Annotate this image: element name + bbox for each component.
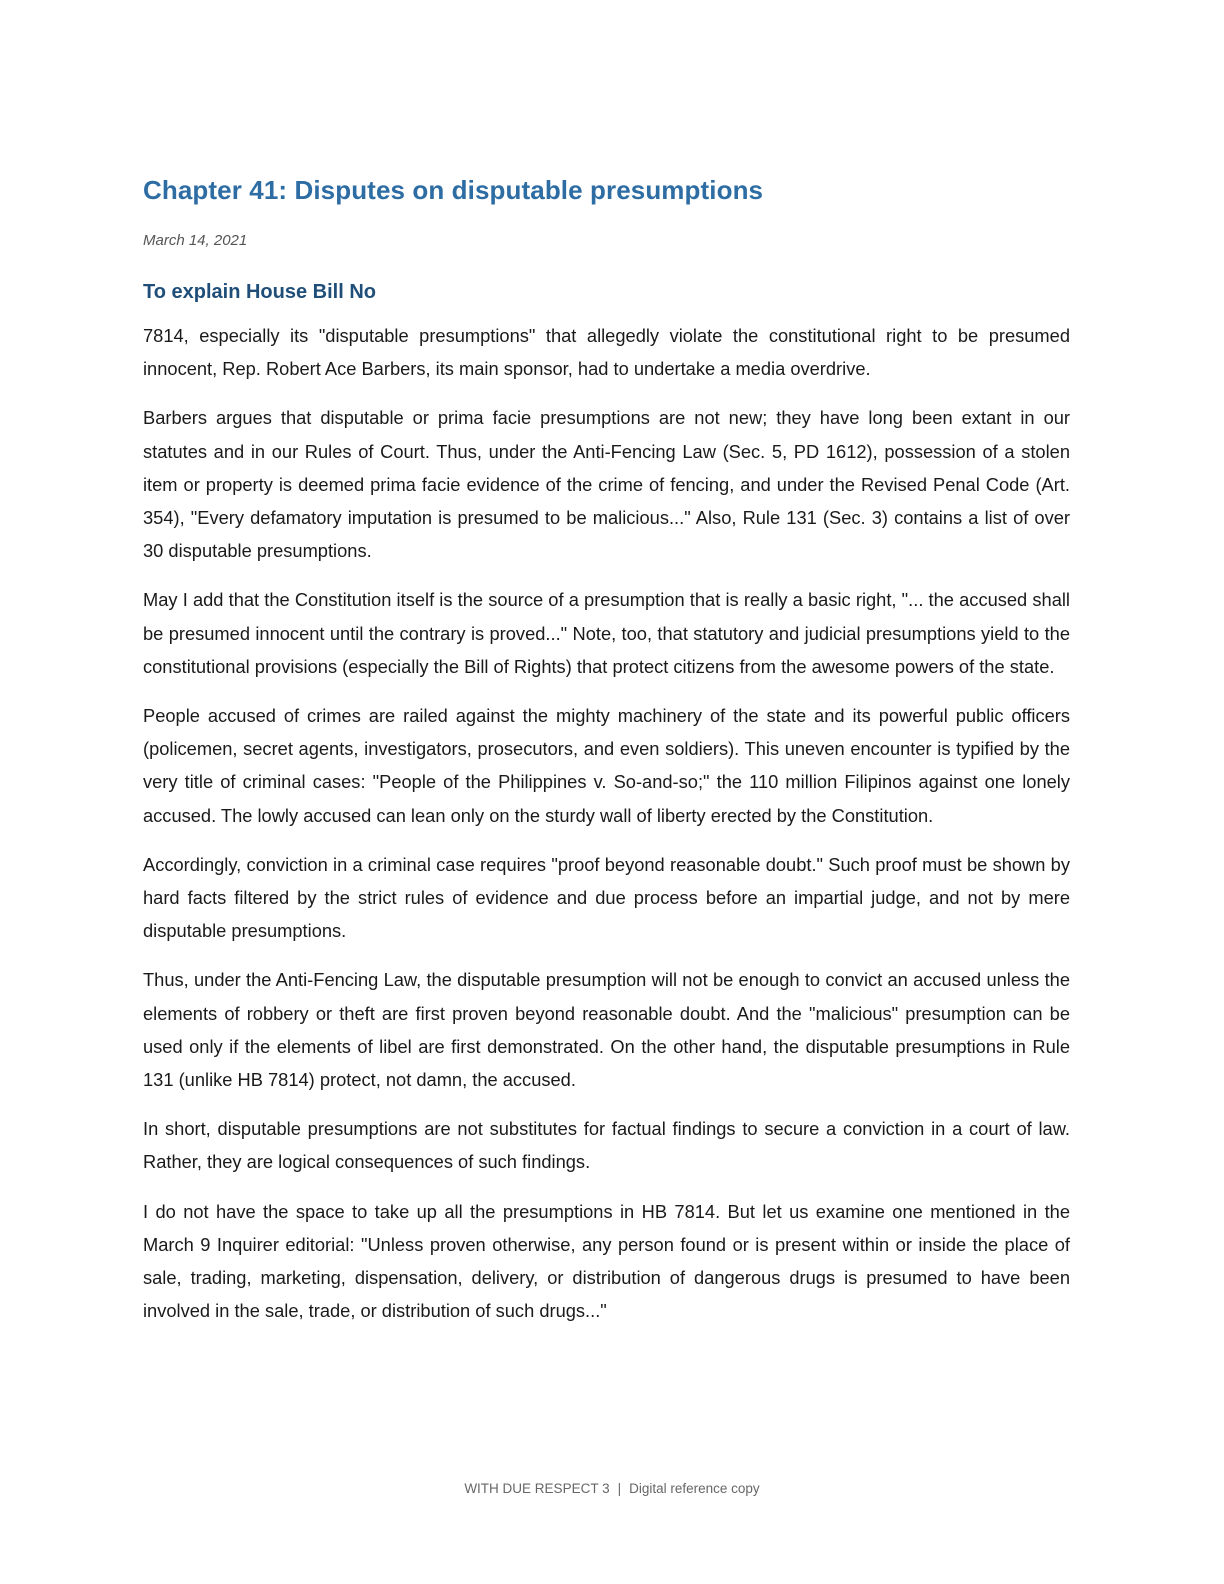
paragraph: People accused of crimes are railed against the mighty machinery of the state and its powerful public officers (policemen, secret agents, investigators, prosecutors, and even soldiers). This uneven encounter is typified by the very title of criminal cases: "People of the Philippines v. So-and-so;" the 110 million Filipinos against one lonely accused. The lowly accused can lean only on the sturdy wall of liberty erected by the Constitution. — [143, 705, 1070, 826]
footer-note: Digital reference copy — [629, 1481, 760, 1496]
document-page — [143, 170, 1070, 1343]
page-footer — [0, 1479, 1224, 1499]
article-body — [143, 319, 1070, 1327]
paragraph: 7814, especially its "disputable presumptions" that allegedly violate the constitutional right to be presumed innocent, Rep. Robert Ace Barbers, its main sponsor, had to undertake a media overdrive. — [143, 325, 1070, 380]
footer-separator: | — [617, 1481, 622, 1496]
footer-book-page: WITH DUE RESPECT 3 — [464, 1481, 610, 1496]
paragraph: In short, disputable presumptions are not substitutes for factual findings to secure a conviction in a court of law. Rather, they are logical consequences of such findings. — [143, 1118, 1070, 1173]
paragraph: Barbers argues that disputable or prima facie presumptions are not new; they have long been extant in our statutes and in our Rules of Court. Thus, under the Anti-Fencing Law (Sec. 5, PD 1612), possession of a stolen item or property is deemed prima facie evidence of the crime of fencing, and under the Revised Penal Code (Art. 354), "Every defamatory imputation is presumed to be malicious..." Also, Rule 131 (Sec. 3) contains a list of over 30 disputable presumptions. — [143, 407, 1070, 562]
paragraph: Accordingly, conviction in a criminal case requires "proof beyond reasonable doubt." Such proof must be shown by hard facts filtered by the strict rules of evidence and due process before an impartial judge, and not by mere disputable presumptions. — [143, 853, 1070, 942]
paragraph: May I add that the Constitution itself is the source of a presumption that is really a basic right, "... the accused shall be presumed innocent until the contrary is proved..." Note, too, that statutory and judicial presumptions yield to the constitutional provisions (especially the Bill of Rights) that protect citizens from the awesome powers of the state. — [143, 589, 1070, 677]
chapter-title: Chapter 41: Disputes on disputable presumptions — [143, 175, 764, 205]
publication-date: March 14, 2021 — [143, 232, 248, 249]
section-heading: To explain House Bill No — [143, 281, 376, 303]
paragraph: I do not have the space to take up all the presumptions in HB 7814. But let us examine one mentioned in the March 9 Inquirer editorial: "Unless proven otherwise, any person found or is present within or inside the place of sale, trading, marketing, dispensation, delivery, or distribution of dangerous drugs is presumed to have been involved in the sale, trade, or distribution of such drugs..." — [143, 1200, 1070, 1322]
paragraph: Thus, under the Anti-Fencing Law, the disputable presumption will not be enough to convict an accused unless the elements of robbery or theft are first proven beyond reasonable doubt. And the "malicious" presumption can be used only if the elements of libel are first demonstrated. On the other hand, the disputable presumptions in Rule 131 (unlike HB 7814) protect, not damn, the accused. — [143, 969, 1070, 1091]
